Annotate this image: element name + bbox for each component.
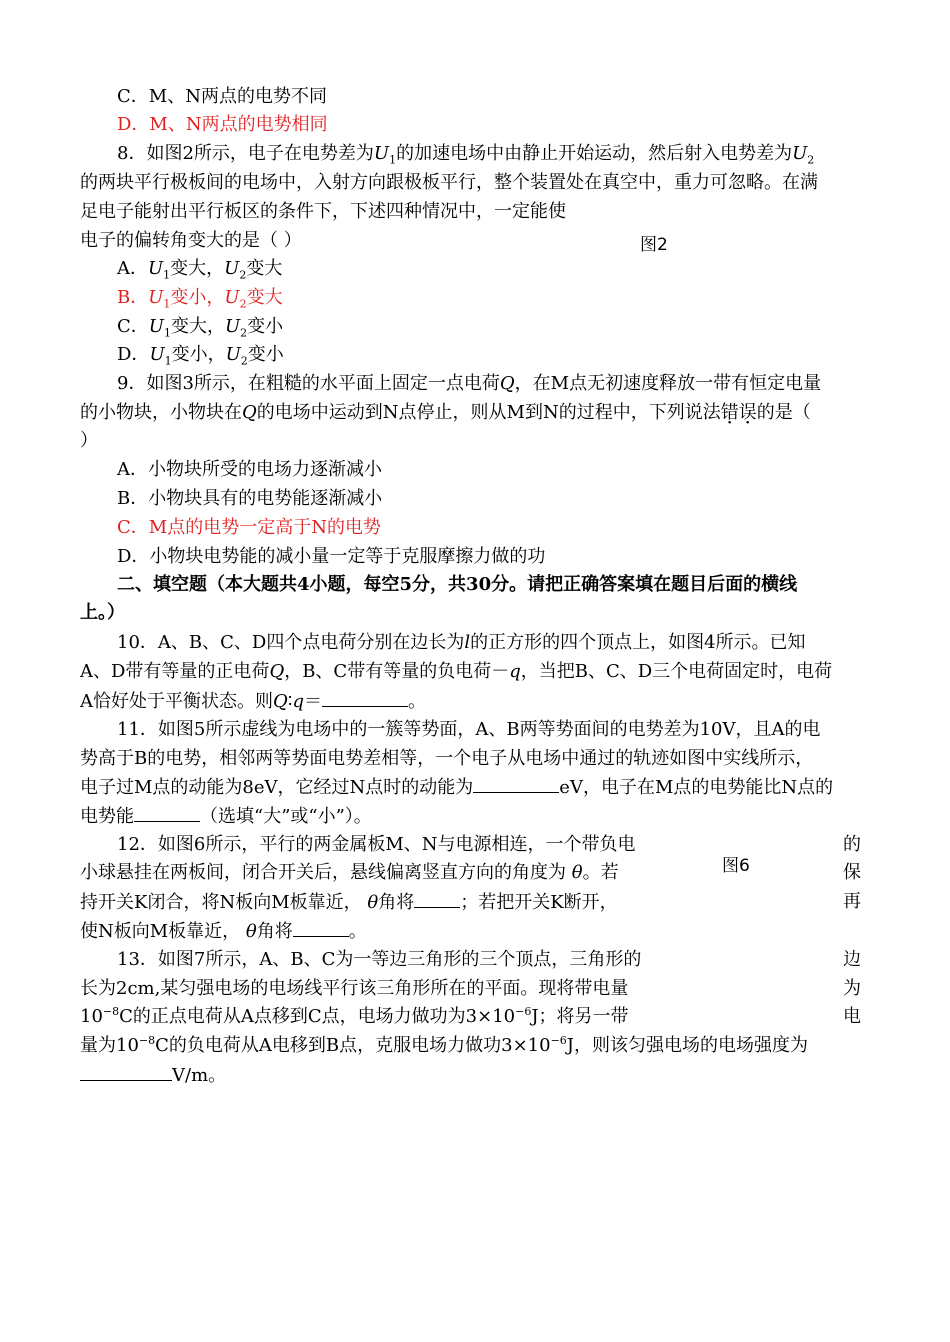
- q13-line3: $10^{-8}C$的正点电荷从A点移到C点，电场力做功为$3\times 10^{-6}J$；将另一带: [80, 1005, 629, 1027]
- q11-line4: 电势能 （选填“大”或“小”）。: [80, 803, 372, 830]
- figure-2-caption: 图2: [640, 235, 668, 255]
- q8-option-c: C．$U_1$变大，$U_2$变小: [117, 316, 284, 340]
- q8-line2: 的两块平行极板间的电场中，入射方向跟极板平行，整个装置处在真空中，重力可忽略。在满: [80, 172, 818, 193]
- q9-line1: 9．如图3所示，在粗糙的水平面上固定一点电荷Q，在M点无初速度释放一带有恒定电量: [117, 373, 822, 394]
- q10-answer-blank: [322, 688, 408, 707]
- q13-right-char-3: 电: [843, 1006, 861, 1027]
- q9-line3: ）: [80, 430, 98, 451]
- q13-right-char-2: 为: [843, 978, 861, 999]
- q13-right-char-1: 边: [843, 949, 861, 970]
- q12-line4: 使N板向M板靠近， θ角将 。: [80, 918, 367, 945]
- q10-line2: A、D带有等量的正电荷Q，B、C带有等量的负电荷－q，当把B、C、D三个电荷固定时，电荷: [80, 661, 833, 682]
- q12-line2: 小球悬挂在两板间，闭合开关后，悬线偏离竖直方向的角度为 θ。若: [80, 862, 619, 883]
- q8-line1: 8．如图2所示，电子在电势差为$U_1$的加速电场中由静止开始运动，然后射入电势差为$U_2$: [117, 143, 815, 167]
- q13-answer-blank: [80, 1062, 172, 1081]
- q7-option-c: C．M、N两点的电势不同: [117, 86, 327, 107]
- q9-line2: 的小物块，小物块在Q的电场中运动到N点停止，则从M到N的过程中，下列说法错误的是（: [80, 402, 811, 423]
- q13-line5: V/m。: [80, 1062, 226, 1089]
- q11-answer-blank-2: [134, 803, 200, 822]
- q12-answer-blank-1: [414, 889, 460, 908]
- q10-line1: 10．A、B、C、D四个点电荷分别在边长为l的正方形的四个顶点上，如图4所示。已知: [117, 632, 806, 653]
- q7-option-d: D．M、N两点的电势相同: [117, 114, 328, 135]
- q10-line3: A恰好处于平衡状态。则Q∶q＝ 。: [80, 688, 426, 715]
- q12-line3: 持开关K闭合，将N板向M板靠近， θ角将 ；若把开关K断开，: [80, 889, 618, 916]
- q9-option-b: B．小物块具有的电势能逐渐减小: [117, 488, 383, 509]
- section-2-heading-cont: 上。）: [80, 602, 125, 623]
- q12-right-char-1: 的: [843, 834, 861, 855]
- q12-answer-blank-2: [293, 918, 349, 937]
- q8-option-a: A．$U_1$变大，$U_2$变大: [117, 258, 283, 282]
- figure-6-caption: 图6: [722, 856, 750, 876]
- q11-line3: 电子过M点的动能为8eV，它经过N点时的动能为 eV，电子在M点的电势能比N点的: [80, 774, 833, 801]
- q12-line1: 12．如图6所示，平行的两金属板M、N与电源相连，一个带负电: [117, 834, 636, 855]
- q13-line2: 长为2cm,某匀强电场的电场线平行该三角形所在的平面。现将带电量: [80, 978, 629, 999]
- q9-option-a: A．小物块所受的电场力逐渐减小: [117, 459, 382, 480]
- q8-line4: 电子的偏转角变大的是（ ）: [80, 230, 302, 251]
- section-2-heading: 二、填空题（本大题共4小题，每空5分，共30分。请把正确答案填在题目后面的横线: [117, 574, 798, 595]
- q13-line4: 量为$10^{-8}C$的负电荷从A电移到B点，克服电场力做功$3\times 10^{-6}J$，则该匀强电场的电场强度为: [80, 1034, 808, 1056]
- q11-line2: 势高于B的电势，相邻两等势面电势差相等，一个电子从电场中通过的轨迹如图中实线所示，: [80, 748, 814, 769]
- q9-option-d: D．小物块电势能的减小量一定等于克服摩擦力做的功: [117, 546, 546, 567]
- q9-option-c: C．M点的电势一定高于N的电势: [117, 517, 381, 538]
- q13-line1: 13．如图7所示，A、B、C为一等边三角形的三个顶点，三角形的: [117, 949, 642, 970]
- q8-option-d: D．$U_1$变小，$U_2$变小: [117, 344, 284, 368]
- q11-line1: 11．如图5所示虚线为电场中的一簇等势面，A、B两等势面间的电势差为10V，且A的电: [117, 719, 821, 740]
- q12-right-char-2: 保: [843, 862, 861, 883]
- q12-right-char-3: 再: [843, 891, 861, 912]
- q8-option-b: B．$U_1$变小，$U_2$变大: [117, 287, 283, 311]
- q8-line3: 足电子能射出平行板区的条件下，下述四种情况中，一定能使: [80, 201, 566, 222]
- q11-answer-blank-1: [473, 774, 559, 793]
